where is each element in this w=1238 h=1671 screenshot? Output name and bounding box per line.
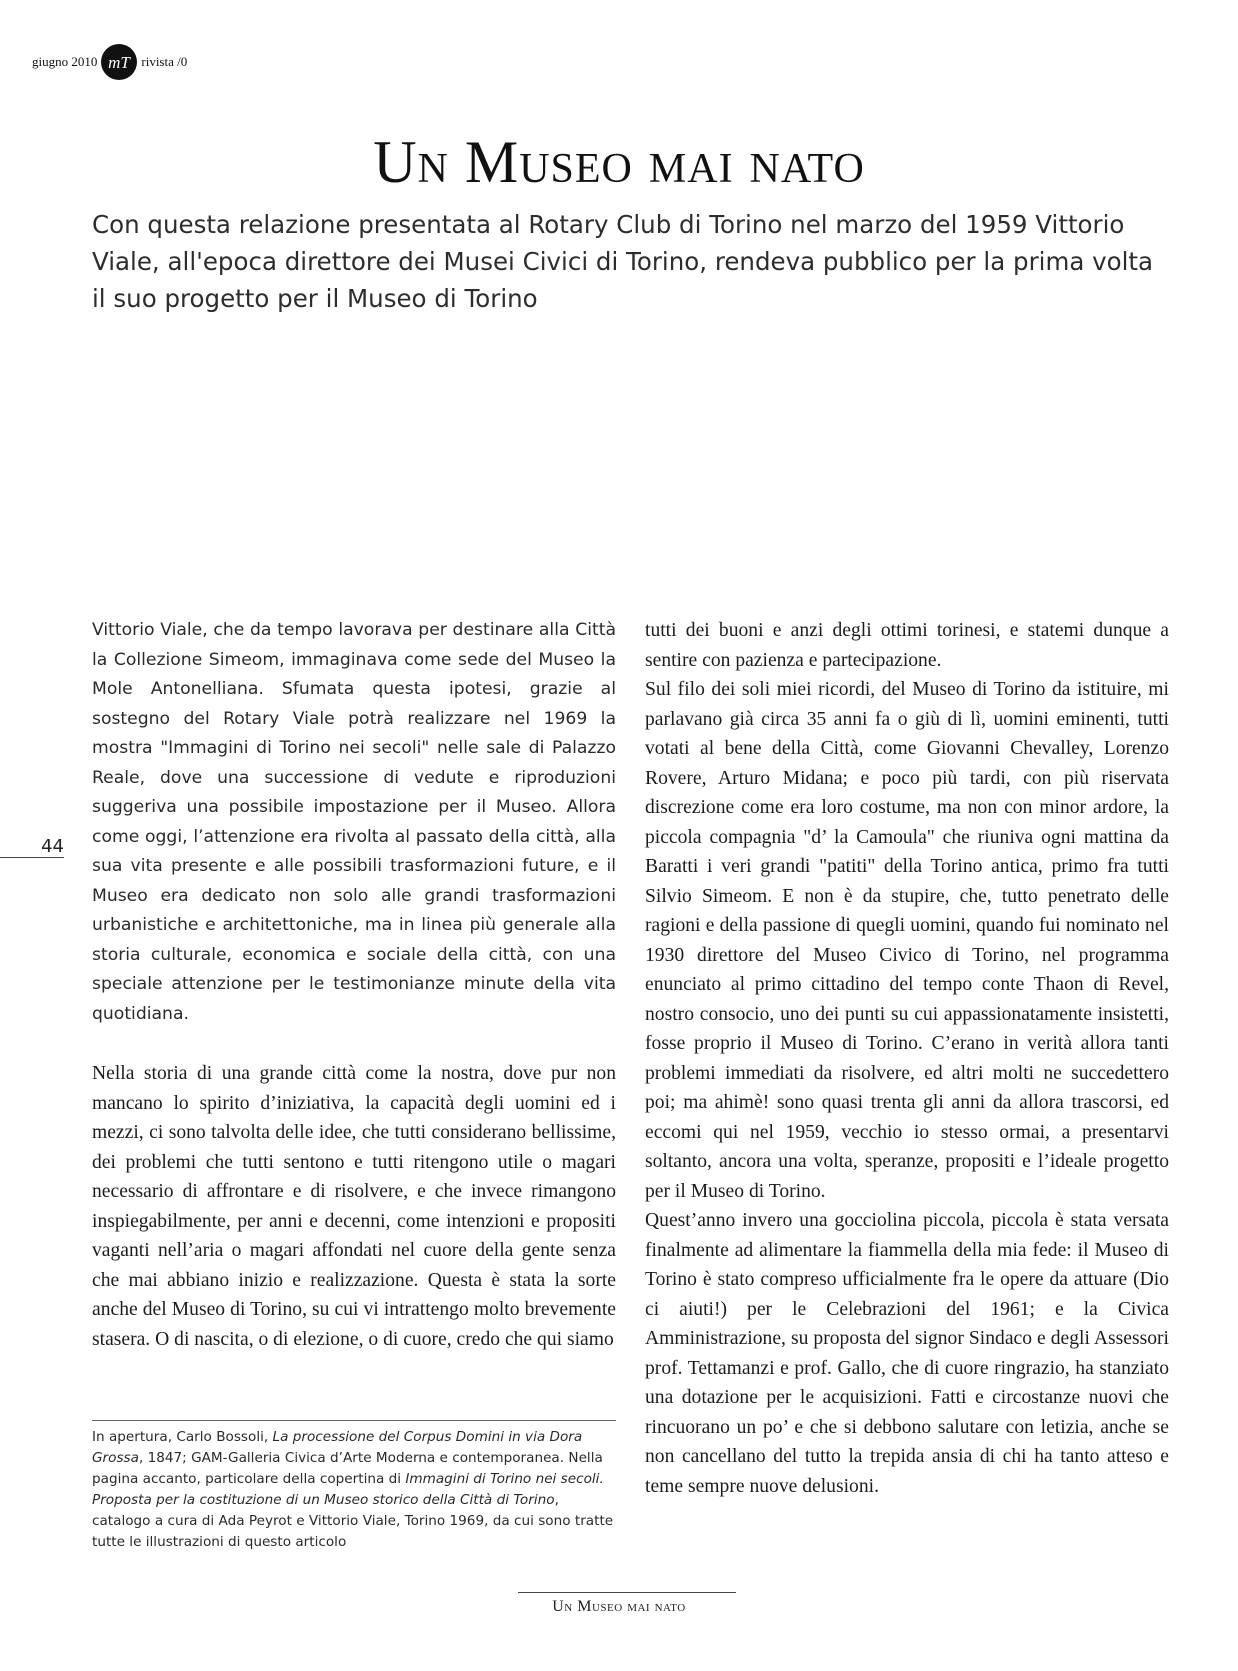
left-column [92, 616, 616, 1354]
running-footer: Un Museo mai nato [552, 1598, 686, 1615]
article-subtitle: Con questa relazione presentata al Rotary Club di Torino nel marzo del 1959 Vittorio Viale, all'epoca direttore dei Musei Civici di Torino, rendeva pubblico per la prima volta il suo progetto per il Museo di Torino [92, 210, 1154, 313]
logo-text: mT [108, 53, 131, 72]
caption-artwork-title: La processione del Corpus Domini in via Dora Grossa [92, 1429, 583, 1466]
right-column [645, 616, 1169, 1501]
page-number: 44 [41, 836, 64, 857]
article-title: Un Museo mai nato [373, 129, 865, 195]
magazine-logo [101, 44, 137, 80]
speech-paragraph-1: tutti dei buoni e anzi degli ottimi torinesi, e statemi dunque a sentire con pazienza e partecipazione. [645, 620, 1169, 671]
caption-divider [92, 1420, 616, 1421]
caption-text-3: , catalogo a cura di Ada Peyrot e Vittorio Viale, Torino 1969, da cui sono tratte tutte le illustrazioni di questo articolo [92, 1492, 614, 1550]
issue-date: giugno 2010 [32, 54, 98, 69]
intro-paragraph: Vittorio Viale, che da tempo lavorava per destinare alla Città la Collezione Simeom, immaginava come sede del Museo la Mole Antonelliana. Sfumata questa ipotesi, grazie al sostegno del Rotary Viale potrà realizzare nel 1969 la mostra "Immagini di Torino nei secoli" nelle sale di Palazzo Reale, dove una successione di vedute e riproduzioni suggeriva una possibile impostazione per il Museo. Allora come oggi, l’attenzione era rivolta al passato della città, alla sua vita presente e alle possibili trasformazioni future, e il Museo era dedicato non solo alle grandi trasformazioni urbanistiche e architettoniche, ma in linea più generale alla storia culturale, economica e sociale della città, con una speciale attenzione per le testimonianze minute della vita quotidiana. [92, 620, 616, 1024]
speech-paragraph-3: Quest’anno invero una gocciolina piccola, piccola è stata versata finalmente ad alimentare la fiammella della mia fede: il Museo di Torino è stato compreso ufficialmente fra le opere da attuare (Dio ci aiuti!) per le Celebrazioni del 1961; e la Civica Amministrazione, su proposta del signor Sindaco e degli Assessori prof. Tettamanzi e prof. Gallo, che di cuore ringrazio, ha stanziato una dotazione per le acquisizioni. Fatti e circostanze nuovi che rincuorano un po’ e che si debbono salutare con letizia, anche se non cancellano del tutto la trepida ansia di chi ha tanto atteso e teme sempre nuove delusioni. [645, 1210, 1169, 1497]
speech-paragraph: Nella storia di una grande città come la nostra, dove pur non mancano lo spirito d’iniziativa, la capacità degli uomini ed i mezzi, ci sono talvolta delle idee, che tutti considerano bellissime, dei problemi che tutti sentono e tutti ritengono utile o magari necessario di affrontare e di risolvere, e che invece rimangono inspiegabilmente, per anni e decenni, come intenzioni e propositi vaganti nell’aria o magari affondati nel cuore della gente senza che mai abbiano inizio e realizzazione. Questa è stata la sorte anche del Museo di Torino, su cui vi intrattengo molto brevemente stasera. O di nascita, o di elezione, o di cuore, credo che qui siamo [92, 1063, 616, 1350]
caption-text-1: In apertura, Carlo Bossoli, [92, 1429, 273, 1445]
caption-text-2: , 1847; GAM-Galleria Civica d’Arte Moderna e contemporanea. Nella pagina accanto, particolare della copertina di [92, 1450, 603, 1487]
page-header [32, 44, 187, 80]
page-number-rule [0, 857, 64, 858]
image-caption [92, 1427, 616, 1553]
caption-catalogue-title: Immagini di Torino nei secoli. Proposta per la costituzione di un Museo storico della Città di Torino [92, 1471, 604, 1508]
issue-number: rivista /0 [141, 54, 188, 69]
footer-divider [518, 1592, 736, 1593]
speech-paragraph-2: Sul filo dei soli miei ricordi, del Museo di Torino da istituire, mi parlavano già circa 35 anni fa o giù di lì, uomini eminenti, tutti votati al bene della Città, come Giovanni Chevalley, Lorenzo Rovere, Arturo Midana; e poco più tardi, con più riservata discrezione come era loro costume, ma non con minor ardore, la piccola compagnia "d’ la Camoula" che riuniva ogni mattina da Baratti i veri grandi "patiti" della Torino antica, primo fra tutti Silvio Simeom. E non è da stupire, che, tutto penetrato delle ragioni e della passione di quegli uomini, quando fui nominato nel 1930 direttore del Museo Civico di Torino, nel programma enunciato al primo cittadino del tempo conte Thaon di Revel, nostro consocio, uno dei punti su cui appassionatamente insistetti, fosse proprio il Museo di Torino. C’erano in verità allora tanti problemi immediati da risolvere, ed altri molti ne succedettero poi; ma ahimè! sono quasi trenta gli anni da allora trascorsi, ed eccomi qui nel 1959, vecchio io stesso ormai, a presentarvi soltanto, ancora una volta, speranze, propositi e l’ideale progetto per il Museo di Torino. [645, 679, 1169, 1202]
